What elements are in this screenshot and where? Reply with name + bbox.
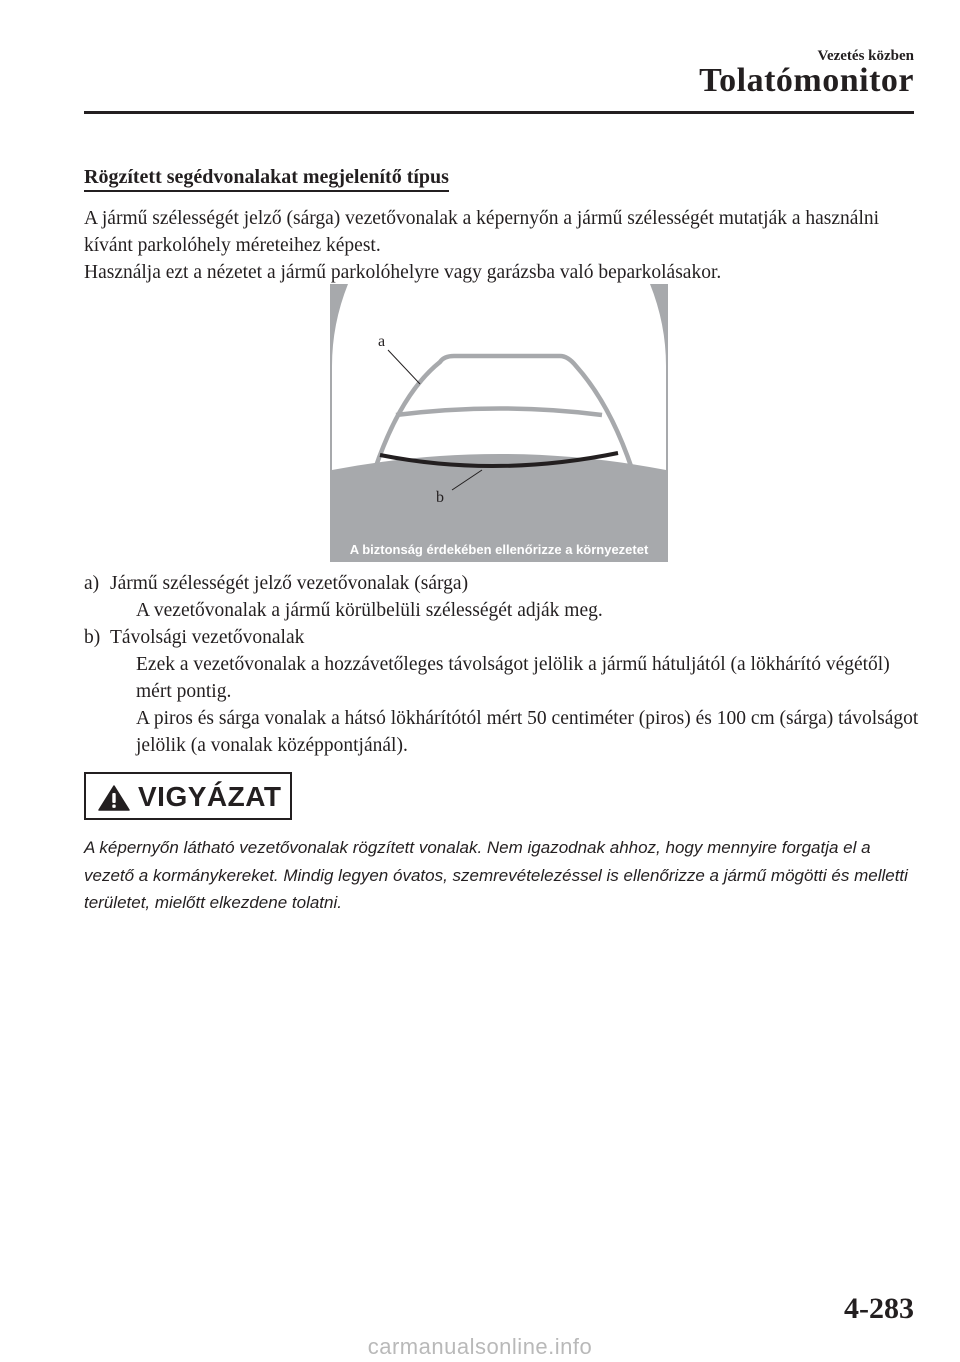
legend-item-b: [84, 624, 924, 759]
legend-item-a: [84, 570, 924, 624]
paragraph-usage: Használja ezt a nézetet a jármű parkolóhelyre vagy garázsba való beparkolásakor.: [84, 262, 722, 283]
screen-view-area: [332, 284, 666, 470]
watermark: carmanualsonline.info: [367, 1334, 593, 1359]
page-number: 4-283: [844, 1292, 914, 1325]
page-title: Tolatómonitor: [699, 62, 914, 99]
label-a: a: [378, 333, 386, 350]
paragraph-width-guides: A jármű szélességét jelző (sárga) vezetővonalak a képernyőn a jármű szélességét mutatják a használni kívánt parkolóhely méreteihez képest.: [84, 208, 880, 256]
legend-label: a): [84, 573, 100, 594]
legend-detail: A vezetővonalak a jármű körülbelüli szélességét adják meg.: [136, 600, 603, 621]
header-divider: [84, 111, 914, 114]
legend-label: b): [84, 627, 101, 648]
safety-banner-text: A biztonság érdekében ellenőrizze a környezetet: [349, 542, 649, 557]
warning-triangle-icon: [98, 785, 130, 811]
warning-label: VIGYÁZAT: [138, 781, 282, 812]
legend-title: Jármű szélességét jelző vezetővonalak (sárga): [110, 573, 469, 594]
legend-detail: A piros és sárga vonalak a hátsó lökhárítótól mért 50 centiméter (piros) és 100 cm (sárga) távolságot jelölik (a vonalak középpontjánál).: [136, 708, 919, 756]
warning-text: A képernyőn látható vezetővonalak rögzített vonalak. Nem igazodnak ahhoz, hogy mennyire forgatja el a vezető a kormánykereket. Mindig legyen óvatos, szemrevételezéssel is ellenőrizze a jármű mögötti és melletti területet, mielőtt elkezdene tolatni.: [84, 838, 908, 912]
header-section: Vezetés közben: [817, 48, 914, 64]
warning-badge: [84, 772, 292, 820]
camera-view-figure: [330, 284, 668, 562]
legend-title: Távolsági vezetővonalak: [110, 627, 305, 648]
legend-detail: Ezek a vezetővonalak a hozzávetőleges távolságot jelölik a jármű hátuljától (a lökhárító végétől) mért pontig.: [136, 654, 890, 702]
legend-list: [84, 570, 924, 759]
section-heading: Rögzített segédvonalakat megjelenítő típus: [84, 166, 449, 192]
label-b: b: [436, 489, 444, 506]
